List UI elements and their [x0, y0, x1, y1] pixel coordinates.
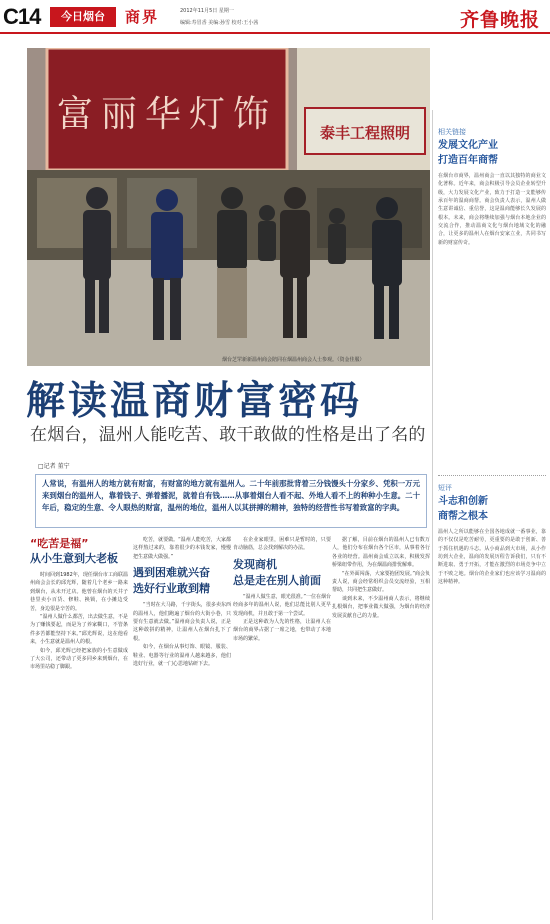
paragraph: 如今，邱光辉已经把家族的小生意做成了大公司，还带动了更多同乡来到烟台，在市场里站稳了脚跟。: [30, 647, 128, 671]
sidebar-commentary: [438, 482, 546, 586]
paragraph: “温州人做生意，眼光很准。”一位在烟台经商多年的温州人说，他们总能比别人更早发现商机，并且敢于第一个尝试。: [233, 593, 331, 617]
section-badge: 今日烟台: [50, 7, 116, 27]
lead-paragraph: 人常说，有温州人的地方就有财富，有财富的地方就有温州人。二十年前那批背着三分钱馒头十分家乡、凭积一万元 来到烟台的温州人，靠着钱子、弹着播泥，就着自有钱……从事着烟台人看不起、外地人看不上的种种小生意。二十年后，稳定的生意、令人眼热的财富，温州的地位，温州人以其拼搏的精神，独特的经营性书写着致富的字典。: [35, 474, 427, 528]
article-column-4: [332, 536, 430, 620]
sidebar-title: 发展文化产业: [438, 140, 498, 151]
subheadline: 在烟台，温州人能吃苦、敢干敢做的性格是出了名的: [30, 425, 426, 445]
sidebar-tag: 短评: [438, 484, 452, 492]
sidebar-title: 打造百年商帮: [438, 155, 498, 166]
section-subheading: 从小生意到大老板: [30, 552, 118, 565]
news-photo: [27, 48, 430, 366]
headline: 解读温商财富密码: [26, 379, 363, 424]
byline: □记者 董宁: [38, 463, 70, 470]
sidebar-body: 在烟台市商界，温州商会一直以其独特的商业文化著称。近年来，商会积极引导会员企业转型升级，大力发展文化产业，致力于打造一支能够传承百年的温商商帮。商会负责人表示，温州人做生意讲诚信、重信誉，这是温商能够长久发展的根本。未来，商会将继续加强与烟台本地企业的交流合作，推动温商文化与烟台地域文化的融合，让更多的温州人在烟台安家立业，共同书写新的财富传奇。: [438, 173, 546, 246]
paragraph: 在企业家眼里，困难只是暂时的，只要肯动脑筋，总会找到解决的办法。: [233, 537, 331, 552]
section-heading: “吃苦是福”: [30, 537, 89, 550]
paragraph: 吃苦，就要做。“温州人能吃苦，大家都这样熬过来的，靠着很少的本钱发家，慢慢把生意做大做强。”: [133, 537, 231, 560]
paragraph: 据了解，目前在烟台的温州人已有数万人，他们分布在烟台各个区市，从事着各行各业的经营。温州商会成立以来，积极发挥桥梁纽带作用，为在烟温商排忧解难。: [332, 537, 430, 569]
sidebar-title: 商帮之根本: [438, 511, 488, 522]
edition-date: 2012年11月5日 星期一: [180, 8, 234, 14]
sidebar-title: 斗志和创新: [438, 496, 488, 507]
page-number: C14: [3, 4, 41, 29]
section-subheading: 选好行业敢到精: [133, 582, 210, 596]
paragraph: “当时在大马路，千字街头，很多卖东西的温州人，他们跑遍了烟台的大街小巷，只要有生意就去做。”温州商会负责人说，正是这种敢拼的精神，让温州人在烟台扎下了根。: [133, 602, 231, 642]
sidebar-divider: [438, 475, 546, 476]
paragraph: 时间回到1982年，现任烟台市工商联温州商会会长的邱光辉，随着几个老乡一路来到烟台，从未开过店。他曾在烟台的天井子巷里卖小百货、修鞋、换锁，在小摊边受苦，身边很是辛苦的。: [30, 572, 128, 612]
article-column-2: [133, 536, 231, 668]
sidebar: [438, 120, 546, 920]
column-divider: [432, 110, 433, 920]
sidebar-body: 温州人之所以能够在全国各地成就一番事业，靠的不仅仅是吃苦耐劳，更重要的是敢于创新、善于抓住机遇的斗志。从小商品到大市场，从小作坊到大企业，温商的发展历程告诉我们，只有不断进取、勇于开拓，才能在激烈的市场竞争中立于不败之地。烟台的企业家们也应该学习温商的这种精神。: [438, 529, 546, 586]
page-header: [0, 0, 550, 34]
sidebar-tag: 相关链接: [438, 128, 466, 136]
paragraph: 如今，在烟台从事灯饰、眼镜、服装、鞋业、电器等行业的温州人越来越多，他们选好行业，就一门心思地钻研下去。: [133, 644, 231, 668]
article-column-1: [30, 536, 128, 672]
paragraph: “温州人做什么都苦，出去做生意，不是为了赚钱要起，而是为了养家糊口，不管条件多苦都能坚持下来。”邱光辉说，这在他看来，小生意就是温州人的根。: [30, 614, 128, 646]
paragraph: “在外面闯荡，大家要抱团发展。”商会负责人说，商会经常组织会员交流经验，互相帮助，共同把生意做好。: [332, 570, 430, 594]
paragraph: 正是这种敢为人先的性格，让温州人在烟台的商界占据了一席之地，也带动了本地市场的繁荣。: [233, 619, 331, 642]
edition-staff: 编辑:寿冒香 美编:孙雪 校对:王小茜: [180, 20, 259, 26]
shop-sign-text: 富丽华灯饰: [56, 94, 278, 135]
section-heading: 遇到困难就兴奋: [133, 566, 210, 580]
shop-sign-right: 泰丰工程照明: [319, 124, 411, 142]
photo-caption: 烟台芝罘新新温州商会陪同在烟温州商会人士参观。（资金佳服）: [222, 357, 365, 363]
sidebar-related-link: [438, 126, 546, 247]
newspaper-logo: 齐鲁晚报: [459, 9, 540, 31]
section-title: 商界: [125, 8, 160, 26]
section-heading: 发现商机: [233, 557, 277, 571]
section-subheading: 总是走在别人前面: [233, 573, 321, 587]
article-column-3: [233, 536, 331, 643]
paragraph: 谈到未来，不少温州商人表示，将继续扎根烟台，把事业做大做强，为烟台的经济发展贡献自己的力量。: [332, 595, 430, 619]
